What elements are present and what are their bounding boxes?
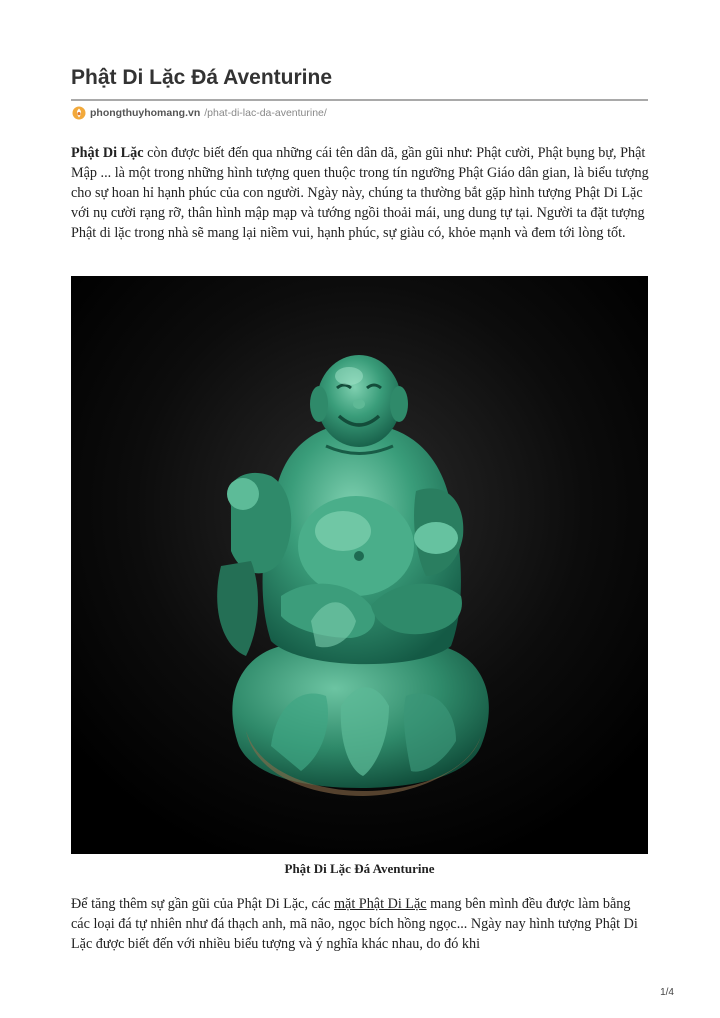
intro-text: còn được biết đến qua những cái tên dân dã, gần gũi như: Phật cười, Phật bụng bự, Phật Mập ... là một trong những hình tượng quen thuộc trong tín ngưỡng Phật Giáo dân gian, là biểu tượng cho sự hoan hỉ hạnh phúc của con người. Ngày này, chúng ta thường bắt gặp hình tượng Phật Di Lặc với nụ cười rạng rỡ, thân hình mập mạp và tướng ngồi thoải mái, ung dung tự tại. Người ta đặt tượng Phật di lặc trong nhà sẽ mang lại niềm vui, hạnh phúc, sự giàu có, khỏe mạnh và đem tới lòng tốt. — [71, 145, 649, 241]
intro-paragraph — [71, 143, 651, 243]
site-favicon-icon — [72, 106, 86, 120]
source-path[interactable]: /phat-di-lac-da-aventurine/ — [204, 107, 327, 119]
mat-phat-di-lac-link[interactable]: mặt Phật Di Lặc — [333, 896, 427, 912]
page-number: 1/4 — [660, 987, 674, 998]
source-url[interactable] — [72, 106, 327, 120]
intro-lead: Phật Di Lặc — [71, 145, 144, 161]
source-domain[interactable]: phongthuyhomang.vn — [90, 107, 201, 119]
second-paragraph-after: mang bên mình đều được làm bằng các loại đá tự nhiên như đá thạch anh, mã não, ngọc bích hồng ngọc... Ngày nay hình tượng Phật Di Lặc được biết đến với nhiều biểu tượng và ý nghĩa khác nhau, do đó khi — [71, 896, 638, 952]
page-title: Phật Di Lặc Đá Aventurine — [71, 66, 333, 89]
second-paragraph — [71, 894, 651, 954]
second-paragraph-before: Để tăng thêm sự gần gũi của Phật Di Lặc, các — [71, 896, 334, 912]
statue-photo — [71, 276, 648, 854]
title-divider — [71, 99, 648, 101]
image-caption: Phật Di Lặc Đá Aventurine — [284, 861, 435, 876]
